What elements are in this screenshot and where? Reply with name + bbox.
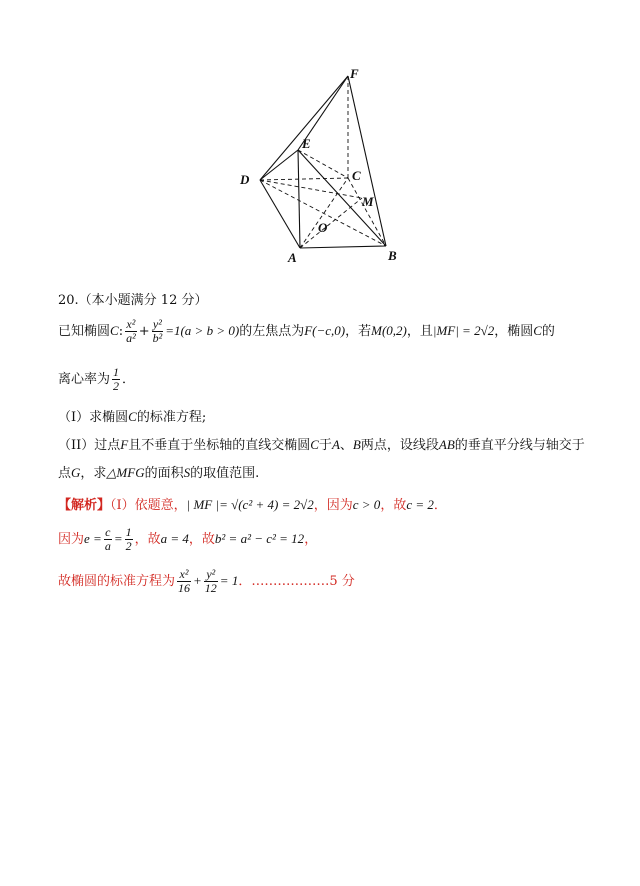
label-D: D	[240, 172, 250, 187]
part-2-line-1	[58, 434, 585, 453]
numerator: y²	[152, 317, 162, 331]
part-2-line-2	[58, 462, 259, 481]
denominator: a	[104, 539, 111, 553]
score-marker: ………………5 分	[251, 574, 355, 589]
problem-header	[58, 289, 207, 308]
text: 的标准方程;	[136, 410, 207, 425]
ellipse-condition: =1(a > b > 0)	[165, 323, 240, 338]
edge-FB	[348, 76, 386, 246]
denominator: 2	[113, 379, 120, 393]
math-b: B	[352, 437, 361, 452]
text: 点	[58, 466, 72, 481]
fraction-y	[152, 318, 164, 345]
math-e: e =	[84, 531, 102, 546]
text: ．	[433, 498, 447, 513]
numerator: 1	[113, 365, 120, 379]
fraction-x2-16	[177, 568, 191, 595]
math-g: G	[71, 465, 81, 480]
denominator: b²	[152, 331, 163, 345]
numerator: 1	[125, 525, 132, 539]
ellipse-name: C	[533, 323, 542, 338]
text: ，故	[380, 498, 407, 513]
problem-line-2	[58, 366, 135, 393]
text: 且不垂直于坐标轴的直线交椭圆	[128, 438, 311, 453]
numerator: x²	[179, 567, 189, 581]
text: 的取值范围.	[190, 466, 260, 481]
solution-line-1	[58, 494, 447, 513]
solution-tag: 【解析】	[58, 498, 111, 513]
solution-line-3	[58, 568, 355, 595]
label-C: C	[352, 168, 361, 183]
equals: =	[113, 531, 123, 546]
mf-length: |MF| = 2√2	[432, 323, 495, 338]
math-c-positive: c > 0	[352, 497, 381, 512]
text: 的左焦点为	[239, 324, 305, 339]
math-f: F	[120, 437, 129, 452]
text: 已知椭圆	[58, 324, 111, 339]
ellipse-name: C	[110, 323, 119, 338]
label-B: B	[388, 248, 397, 263]
edge-AB	[300, 246, 386, 248]
text: ，椭圆	[494, 324, 534, 339]
edge-AM	[300, 198, 362, 248]
math-a-value: a = 4	[160, 531, 189, 546]
label-F: F	[350, 66, 359, 81]
edge-DF	[260, 76, 348, 180]
text: 离心率为	[58, 372, 111, 387]
focus-point: F(−c,0)	[304, 323, 346, 338]
text: （I）依题意，	[110, 498, 187, 513]
edge-DM	[260, 180, 362, 198]
fraction-half	[125, 526, 133, 553]
text: 因为	[58, 532, 85, 547]
text: ，因为	[313, 498, 353, 513]
edge-EA	[298, 150, 300, 248]
problem-line-1: 已知椭圆C: $\frac{\text{x²}}{\text{a²}}$ + $\frac{\text{y²}}{\text{b²}}$ =1(a > b > 0)的左焦点为F(−c,0)，若M(0,2)，且|MF| = 2√2，椭圆C的	[58, 317, 555, 345]
math-b-value: b² = a² − c² = 12	[214, 531, 305, 546]
label-E: E	[302, 136, 311, 151]
fraction-x	[125, 318, 137, 345]
text: ．	[122, 372, 136, 387]
text: ，故	[188, 532, 215, 547]
plus: +	[193, 573, 202, 588]
math-ab: AB	[438, 437, 455, 452]
fraction-c-a	[104, 526, 112, 553]
numerator: c	[105, 525, 111, 539]
text: 的面积	[144, 466, 184, 481]
label-O: O	[318, 220, 328, 235]
solution-line-2	[58, 526, 317, 553]
text: （II）过点	[58, 438, 121, 453]
point-m: M(0,2)	[371, 323, 407, 338]
text: ，	[304, 532, 318, 547]
text: 、	[339, 438, 353, 453]
edge-DC	[260, 178, 348, 180]
math-s: S	[183, 465, 191, 480]
diag-AC	[300, 178, 348, 248]
math-a: A	[331, 437, 340, 452]
denominator: 12	[204, 581, 217, 595]
equals-one: = 1	[219, 573, 239, 588]
math-triangle: △MFG	[106, 465, 145, 480]
pyramid-diagram	[230, 62, 420, 272]
text: 的	[541, 324, 555, 339]
edge-EC	[298, 150, 348, 178]
part-1	[58, 406, 206, 425]
math-mf: | MF |= √(c² + 4) = 2√2	[186, 497, 314, 512]
denominator: 16	[178, 581, 191, 595]
text: 于	[318, 438, 332, 453]
problem-number: 20.（本小题满分 12 分）	[58, 293, 208, 308]
label-A: A	[288, 250, 297, 265]
text: ，若	[345, 324, 372, 339]
denominator: 2	[125, 539, 132, 553]
numerator: y²	[206, 567, 216, 581]
fraction-y2-12	[204, 568, 218, 595]
math-c: C	[128, 409, 137, 424]
geometry-figure	[230, 62, 420, 272]
edge-DE	[260, 150, 298, 180]
text: 的垂直平分线与轴交于	[454, 438, 585, 453]
text: ．	[238, 574, 252, 589]
text: 故椭圆的标准方程为	[58, 574, 176, 589]
math-c-value: c = 2	[406, 497, 434, 512]
denominator: a²	[126, 331, 136, 345]
eccentricity-fraction	[112, 366, 120, 393]
math-c: C	[310, 437, 319, 452]
text: （I）求椭圆	[58, 410, 129, 425]
text: ，求	[80, 466, 107, 481]
text: ，且	[406, 324, 433, 339]
numerator: x²	[126, 317, 136, 331]
text: ，故	[134, 532, 161, 547]
label-M: M	[362, 194, 374, 209]
text: 两点，设线段	[360, 438, 439, 453]
